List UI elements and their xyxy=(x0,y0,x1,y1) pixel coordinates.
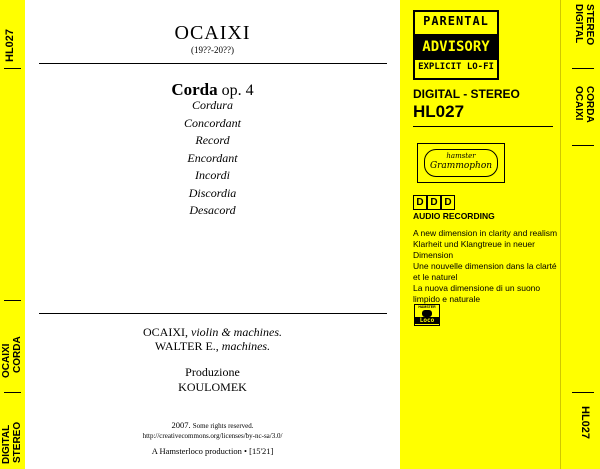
release-year: 2007. xyxy=(171,420,191,430)
production-credit-line xyxy=(25,446,400,456)
right-spine-divider-bottom xyxy=(572,392,594,393)
logo-bottom-text: Grammophon xyxy=(429,161,493,171)
performer-2 xyxy=(25,339,400,354)
duration: [15'21] xyxy=(249,446,274,456)
work-title: Corda xyxy=(171,80,218,99)
right-spine-divider-mid xyxy=(572,145,594,146)
audio-recording-label: AUDIO RECORDING xyxy=(413,211,495,221)
right-spine xyxy=(560,0,600,469)
left-spine-divider-mid xyxy=(4,300,21,301)
rights-line xyxy=(25,420,400,430)
ddd-box-1: D xyxy=(413,195,427,210)
left-spine-divider-bottom xyxy=(4,392,21,393)
left-spine-format-1: DIGITAL xyxy=(1,424,12,464)
producer-name: KOULOMEK xyxy=(178,380,247,394)
artist-dates: (19??-20??) xyxy=(191,45,234,55)
credits-rule xyxy=(39,313,387,314)
hamster-grammophon-logo xyxy=(417,143,505,183)
work-heading xyxy=(25,80,400,100)
description-line-5: et le naturel xyxy=(413,272,458,282)
advisory-line-3: EXPLICIT LO-FI xyxy=(418,62,494,72)
catalog-number: HL027 xyxy=(413,102,465,121)
left-spine-format-2: STEREO xyxy=(12,421,23,463)
main-panel xyxy=(25,0,400,469)
description-line-7: limpido e naturale xyxy=(413,294,481,304)
movement-1: Cordura xyxy=(192,98,233,112)
right-spine-artist: OCAIXI xyxy=(573,86,584,121)
left-spine xyxy=(0,0,25,469)
description-line-3: Dimension xyxy=(413,250,454,260)
right-spine-code: HL027 xyxy=(579,406,591,440)
rights-text: Some rights reserved. xyxy=(192,422,254,430)
description-line-1: A new dimension in clarity and realism xyxy=(413,228,558,238)
loco-logo-text: Loco xyxy=(415,317,439,324)
description-line-6: La nuova dimensione di un suono xyxy=(413,283,541,293)
performer-2-name: WALTER E., xyxy=(154,339,219,353)
artist-title: OCAIXI xyxy=(174,22,251,44)
right-spine-format-1: DIGITAL xyxy=(573,4,584,44)
description-line-4: Une nouvelle dimension dans la clarté xyxy=(413,261,557,271)
production-label: Produzione xyxy=(185,365,240,379)
movement-4: Encordant xyxy=(187,151,238,165)
movement-7: Desacord xyxy=(189,203,236,217)
header-rule xyxy=(39,63,387,64)
logo-top-text: hamster xyxy=(446,152,476,160)
performer-1 xyxy=(25,325,400,340)
description-line-2: Klarheit und Klangtreue in neuer xyxy=(413,239,535,249)
movement-6: Discordia xyxy=(188,186,237,200)
ddd-box-2: D xyxy=(427,195,441,210)
right-spine-divider-top xyxy=(572,68,594,69)
left-spine-code: HL027 xyxy=(4,28,16,62)
hamsterloco-logo xyxy=(414,304,440,326)
production-credit: A Hamsterloco production xyxy=(151,446,242,456)
performer-1-name: OCAIXI, xyxy=(143,325,188,339)
left-spine-work: CORDA xyxy=(12,336,23,373)
catalog-rule xyxy=(413,126,553,127)
right-spine-format-2: STEREO xyxy=(584,4,595,46)
format-text: DIGITAL - STEREO xyxy=(413,87,520,101)
performer-1-role: violin & machines. xyxy=(191,325,282,339)
right-spine-edge xyxy=(560,0,561,469)
parental-advisory-badge xyxy=(413,10,499,80)
left-spine-divider-top xyxy=(4,68,21,69)
right-spine-work: CORDA xyxy=(584,86,595,123)
movement-3: Record xyxy=(195,133,230,147)
movement-5: Incordi xyxy=(195,168,230,182)
performer-2-role: machines. xyxy=(221,339,271,353)
left-spine-artist: OCAIXI xyxy=(1,343,12,378)
bullet-separator: • xyxy=(244,446,247,456)
hamster-face-icon xyxy=(422,310,432,317)
advisory-line-1: PARENTAL xyxy=(423,14,489,28)
work-opus: op. 4 xyxy=(221,82,254,99)
advisory-line-2: ADVISORY xyxy=(415,34,497,60)
license-url: http://creativecommons.org/licenses/by-nc-sa/3.0/ xyxy=(142,432,283,440)
ddd-box-3: D xyxy=(441,195,455,210)
movement-2: Concordant xyxy=(184,116,241,130)
hamster-logo-text: HAMSTER xyxy=(418,305,436,309)
